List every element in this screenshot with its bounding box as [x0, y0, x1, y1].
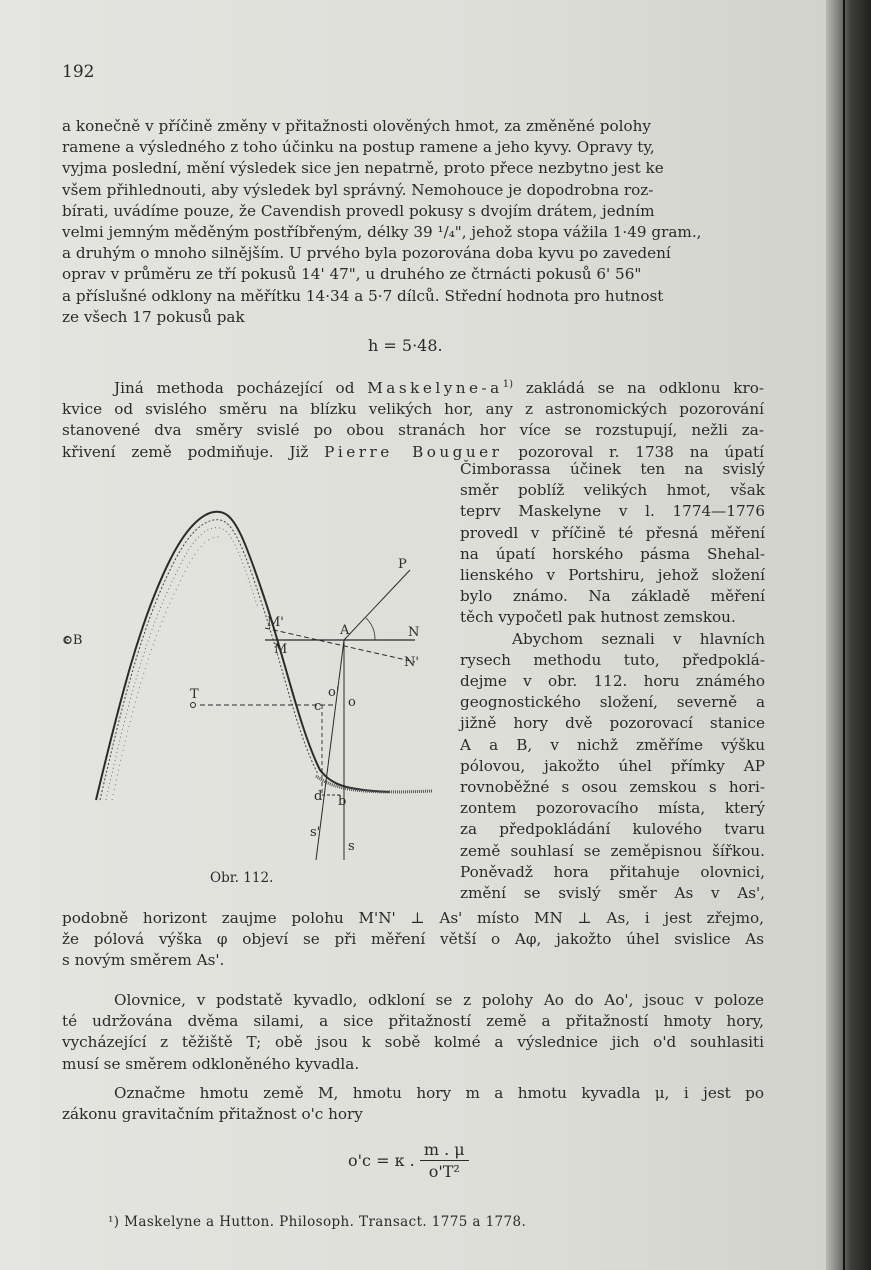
text-line: vyjma poslední, mění výsledek sice jen nepatrně, proto přece nezbytno jest ke: [62, 159, 664, 178]
text-line: změní se svislý směr As v As',: [460, 884, 765, 903]
text-line: zontem pozorovacího místa, který: [460, 799, 765, 818]
author-name: Pierre Bouguer: [324, 442, 503, 461]
text-line: těch vypočetl pak hutnost zemskou.: [460, 608, 736, 627]
text-line: všem přihlednouti, aby výsledek byl správný. Nemohouce je dopodrobna roz-: [62, 180, 654, 199]
fraction-denominator: o'T²: [428, 1162, 460, 1181]
text-segment: zakládá se na odklonu kro-: [525, 379, 765, 398]
mountain-shape: [96, 512, 432, 800]
label-s-prime: s': [310, 825, 321, 840]
text-segment: pozoroval r. 1738 na úpatí: [518, 442, 764, 461]
text-line: na úpatí horského pásma Shehal-: [460, 544, 765, 563]
text-line: rysech methodu tuto, předpoklá-: [460, 650, 765, 669]
text-line: země souhlasí se zeměpisnou šířkou.: [460, 841, 765, 860]
text-line: lienského v Portshiru, jehož složení: [460, 566, 765, 585]
angle-arc: [366, 618, 375, 640]
text-line: bírati, uvádíme pouze, že Cavendish provedl pokusy s dvojím drátem, jedním: [62, 201, 655, 220]
label-o: o: [348, 695, 356, 710]
paragraph-3: [62, 908, 764, 972]
text-line: kvice od svislého směru na blízku velikých hor, any z astronomických pozorování: [62, 400, 764, 419]
text-line: Poněvadž hora přitahuje olovnici,: [460, 862, 765, 881]
text-segment: křivení země podmiňuje. Již: [62, 442, 309, 461]
footnote-mark: 1): [502, 379, 513, 390]
label-c: c: [314, 699, 322, 714]
text-line: s novým směrem As'.: [62, 951, 225, 970]
page-number: 192: [62, 62, 95, 82]
text-line: pólovou, jakožto úhel přímky AP: [460, 756, 765, 775]
text-segment: Jiná methoda pocházející od: [114, 379, 355, 398]
label-m: M: [274, 642, 288, 657]
polar-axis-line: [344, 570, 410, 640]
figure-caption: Obr. 112.: [210, 870, 274, 886]
text-line: a druhým o mnoho silnějším. U prvého byla pozorována doba kyvu po zavedení: [62, 244, 671, 263]
text-line: zákonu gravitačním přitažnost o'c hory: [62, 1105, 363, 1124]
text-line: [62, 374, 764, 399]
text-line: rovnoběžné s osou zemskou s hori-: [460, 778, 765, 797]
text-line: dejme v obr. 112. horu známého: [460, 672, 765, 691]
paragraph-5: [62, 1083, 764, 1125]
text-line: A a B, v nichž změříme výšku: [460, 735, 765, 754]
label-p: P: [398, 557, 407, 572]
text-line: Olovnice, v podstatě kyvadlo, odkloní se z polohy Ao do Ao', jsouc v poloze: [114, 991, 764, 1009]
text-line: té udržována dvěma silami, a sice přitažností země a přitažností hmoty hory,: [62, 1012, 764, 1031]
text-line: směr poblíž velikých hmot, však: [460, 481, 765, 500]
equation-fraction: [420, 1140, 469, 1181]
footnote: ¹) Maskelyne a Hutton. Philosoph. Transact. 1775 a 1778.: [108, 1214, 527, 1230]
text-line: že pólová výška φ objeví se při měření větší o Aφ, jakožto úhel svislice As: [62, 930, 764, 949]
label-a: A: [340, 623, 350, 638]
text-line: Označme hmotu země M, hmotu hory m a hmotu kyvadla μ, i jest po: [114, 1084, 764, 1102]
equation-attraction: [348, 1140, 469, 1181]
label-n-prime: N': [404, 655, 419, 670]
label-d: d: [314, 789, 323, 804]
text-line: musí se směrem odkloněného kyvadla.: [62, 1054, 360, 1073]
label-n: N: [408, 625, 420, 640]
label-s: s: [348, 839, 355, 854]
paragraph-2: [62, 374, 764, 463]
equation-h: h = 5·48.: [368, 336, 443, 355]
text-line: stanovené dva směry svislé po obou stranách hor více se rozstupují, nežli za-: [62, 421, 764, 440]
label-m-prime: M': [267, 615, 284, 630]
figure-112: [60, 500, 480, 900]
text-line: geognostického složení, severně a: [460, 693, 765, 712]
text-line: teprv Maskelyne v l. 1774—1776: [460, 502, 765, 521]
spine-edge: [843, 0, 845, 1270]
text-line: vycházející z těžiště T; obě jsou k sobě kolmé a výslednice jich o'd souhlasiti: [62, 1033, 764, 1052]
text-line: za předpokládání kulového tvaru: [460, 820, 765, 839]
right-column-text: [460, 459, 765, 904]
book-spine: [826, 0, 871, 1270]
text-line: a příslušné odklony na měřítku 14·34 a 5·7 dílců. Střední hodnota pro hutnost: [62, 286, 664, 305]
text-line: podobně horizont zaujme polohu M'N' ⊥ As' místo MN ⊥ As, i jest zřejmo,: [62, 909, 764, 927]
text-line: Abychom seznali v hlavních: [512, 629, 765, 648]
text-line: velmi jemným měděným postříbřeným, délky 39 ¹/₄", jehož stopa vážila 1·49 gram.,: [62, 223, 702, 242]
text-line: oprav v průměru ze tří pokusů 14' 47", u druhého ze čtrnácti pokusů 6' 56": [62, 265, 642, 284]
text-line: Čimborassa účinek ten na svislý: [460, 460, 765, 478]
label-o-prime: o': [328, 685, 340, 700]
fraction-numerator: m . μ: [420, 1140, 469, 1161]
label-b-lower: b: [338, 794, 347, 809]
label-t: T: [190, 687, 199, 702]
paragraph-4: [62, 990, 764, 1075]
author-name: Maskelyne-a: [367, 379, 503, 398]
paragraph-1: [62, 116, 764, 328]
label-b: ⊙B: [62, 633, 83, 648]
text-line: ramene a výsledného z toho účinku na postup ramene a jeho kyvy. Opravy ty,: [62, 138, 655, 157]
text-line: ze všech 17 pokusů pak: [62, 307, 245, 326]
text-line: bylo známo. Na základě měření: [460, 587, 765, 606]
centroid-t-marker: [191, 703, 196, 708]
text-line: provedl v příčině té přesná měření: [460, 523, 765, 542]
text-line: jižně hory dvě pozorovací stanice: [460, 714, 765, 733]
equation-lhs: o'c = κ .: [348, 1151, 415, 1170]
text-line: a konečně v příčině změny v přitažnosti olověných hmot, za změněné polohy: [62, 117, 651, 135]
